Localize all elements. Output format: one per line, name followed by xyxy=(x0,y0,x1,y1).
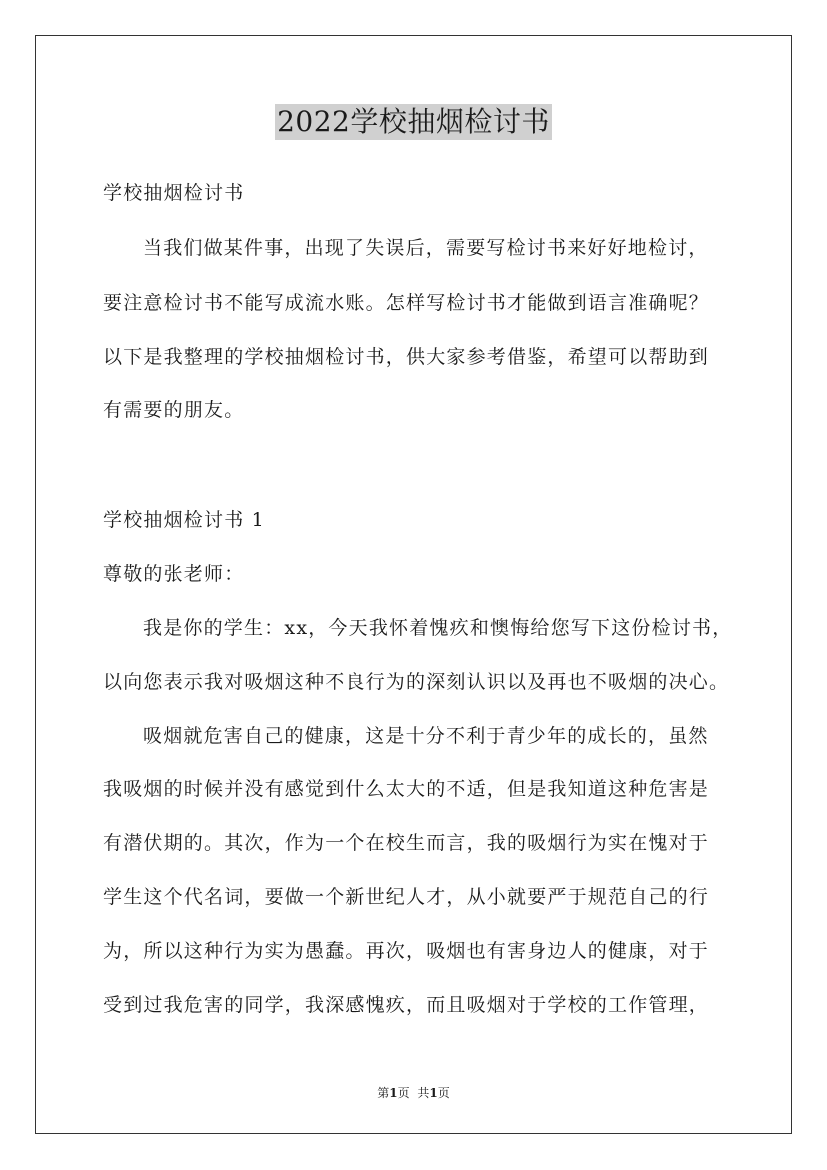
body-line: 我是你的学生：xx，今天我怀着愧疚和懊悔给您写下这份检讨书， xyxy=(143,617,733,639)
salutation: 尊敬的张老师： xyxy=(103,563,245,585)
body-line: 学生这个代名词，要做一个新世纪人才，从小就要严于规范自己的行 xyxy=(103,886,710,908)
body-line: 为，所以这种行为实为愚蠢。再次，吸烟也有害身边人的健康，对于 xyxy=(103,940,710,962)
body-line: 受到过我危害的同学，我深感愧疚，而且吸烟对于学校的工作管理， xyxy=(103,994,710,1016)
intro-line: 以下是我整理的学校抽烟检讨书，供大家参考借鉴，希望可以帮助到 xyxy=(103,346,710,368)
body-line: 吸烟就危害自己的健康，这是十分不利于青少年的成长的，虽然 xyxy=(143,725,709,747)
page-footer xyxy=(0,1085,827,1101)
section-heading: 学校抽烟检讨书 1 xyxy=(103,509,265,531)
page-label-suffix: 页 xyxy=(397,1086,410,1100)
body-line: 有潜伏期的。其次，作为一个在校生而言，我的吸烟行为实在愧对于 xyxy=(103,832,710,854)
body-line: 我吸烟的时候并没有感觉到什么太大的不适，但是我知道这种危害是 xyxy=(103,778,710,800)
subtitle: 学校抽烟检讨书 xyxy=(103,182,245,204)
page-label-prefix: 第 xyxy=(377,1086,390,1100)
intro-line: 有需要的朋友。 xyxy=(103,399,245,421)
total-pages: 1 xyxy=(429,1086,438,1100)
total-label-prefix: 共 xyxy=(417,1086,430,1100)
total-label-suffix: 页 xyxy=(437,1086,450,1100)
body-line: 以向您表示我对吸烟这种不良行为的深刻认识以及再也不吸烟的决心。 xyxy=(103,671,730,693)
page-number: 1 xyxy=(389,1086,398,1100)
intro-line: 当我们做某件事，出现了失误后，需要写检讨书来好好地检讨， xyxy=(143,237,709,259)
document-title: 2022学校抽烟检讨书 xyxy=(277,105,550,138)
title-container xyxy=(0,104,827,140)
intro-line: 要注意检讨书不能写成流水账。怎样写检讨书才能做到语言准确呢？ xyxy=(103,292,710,314)
